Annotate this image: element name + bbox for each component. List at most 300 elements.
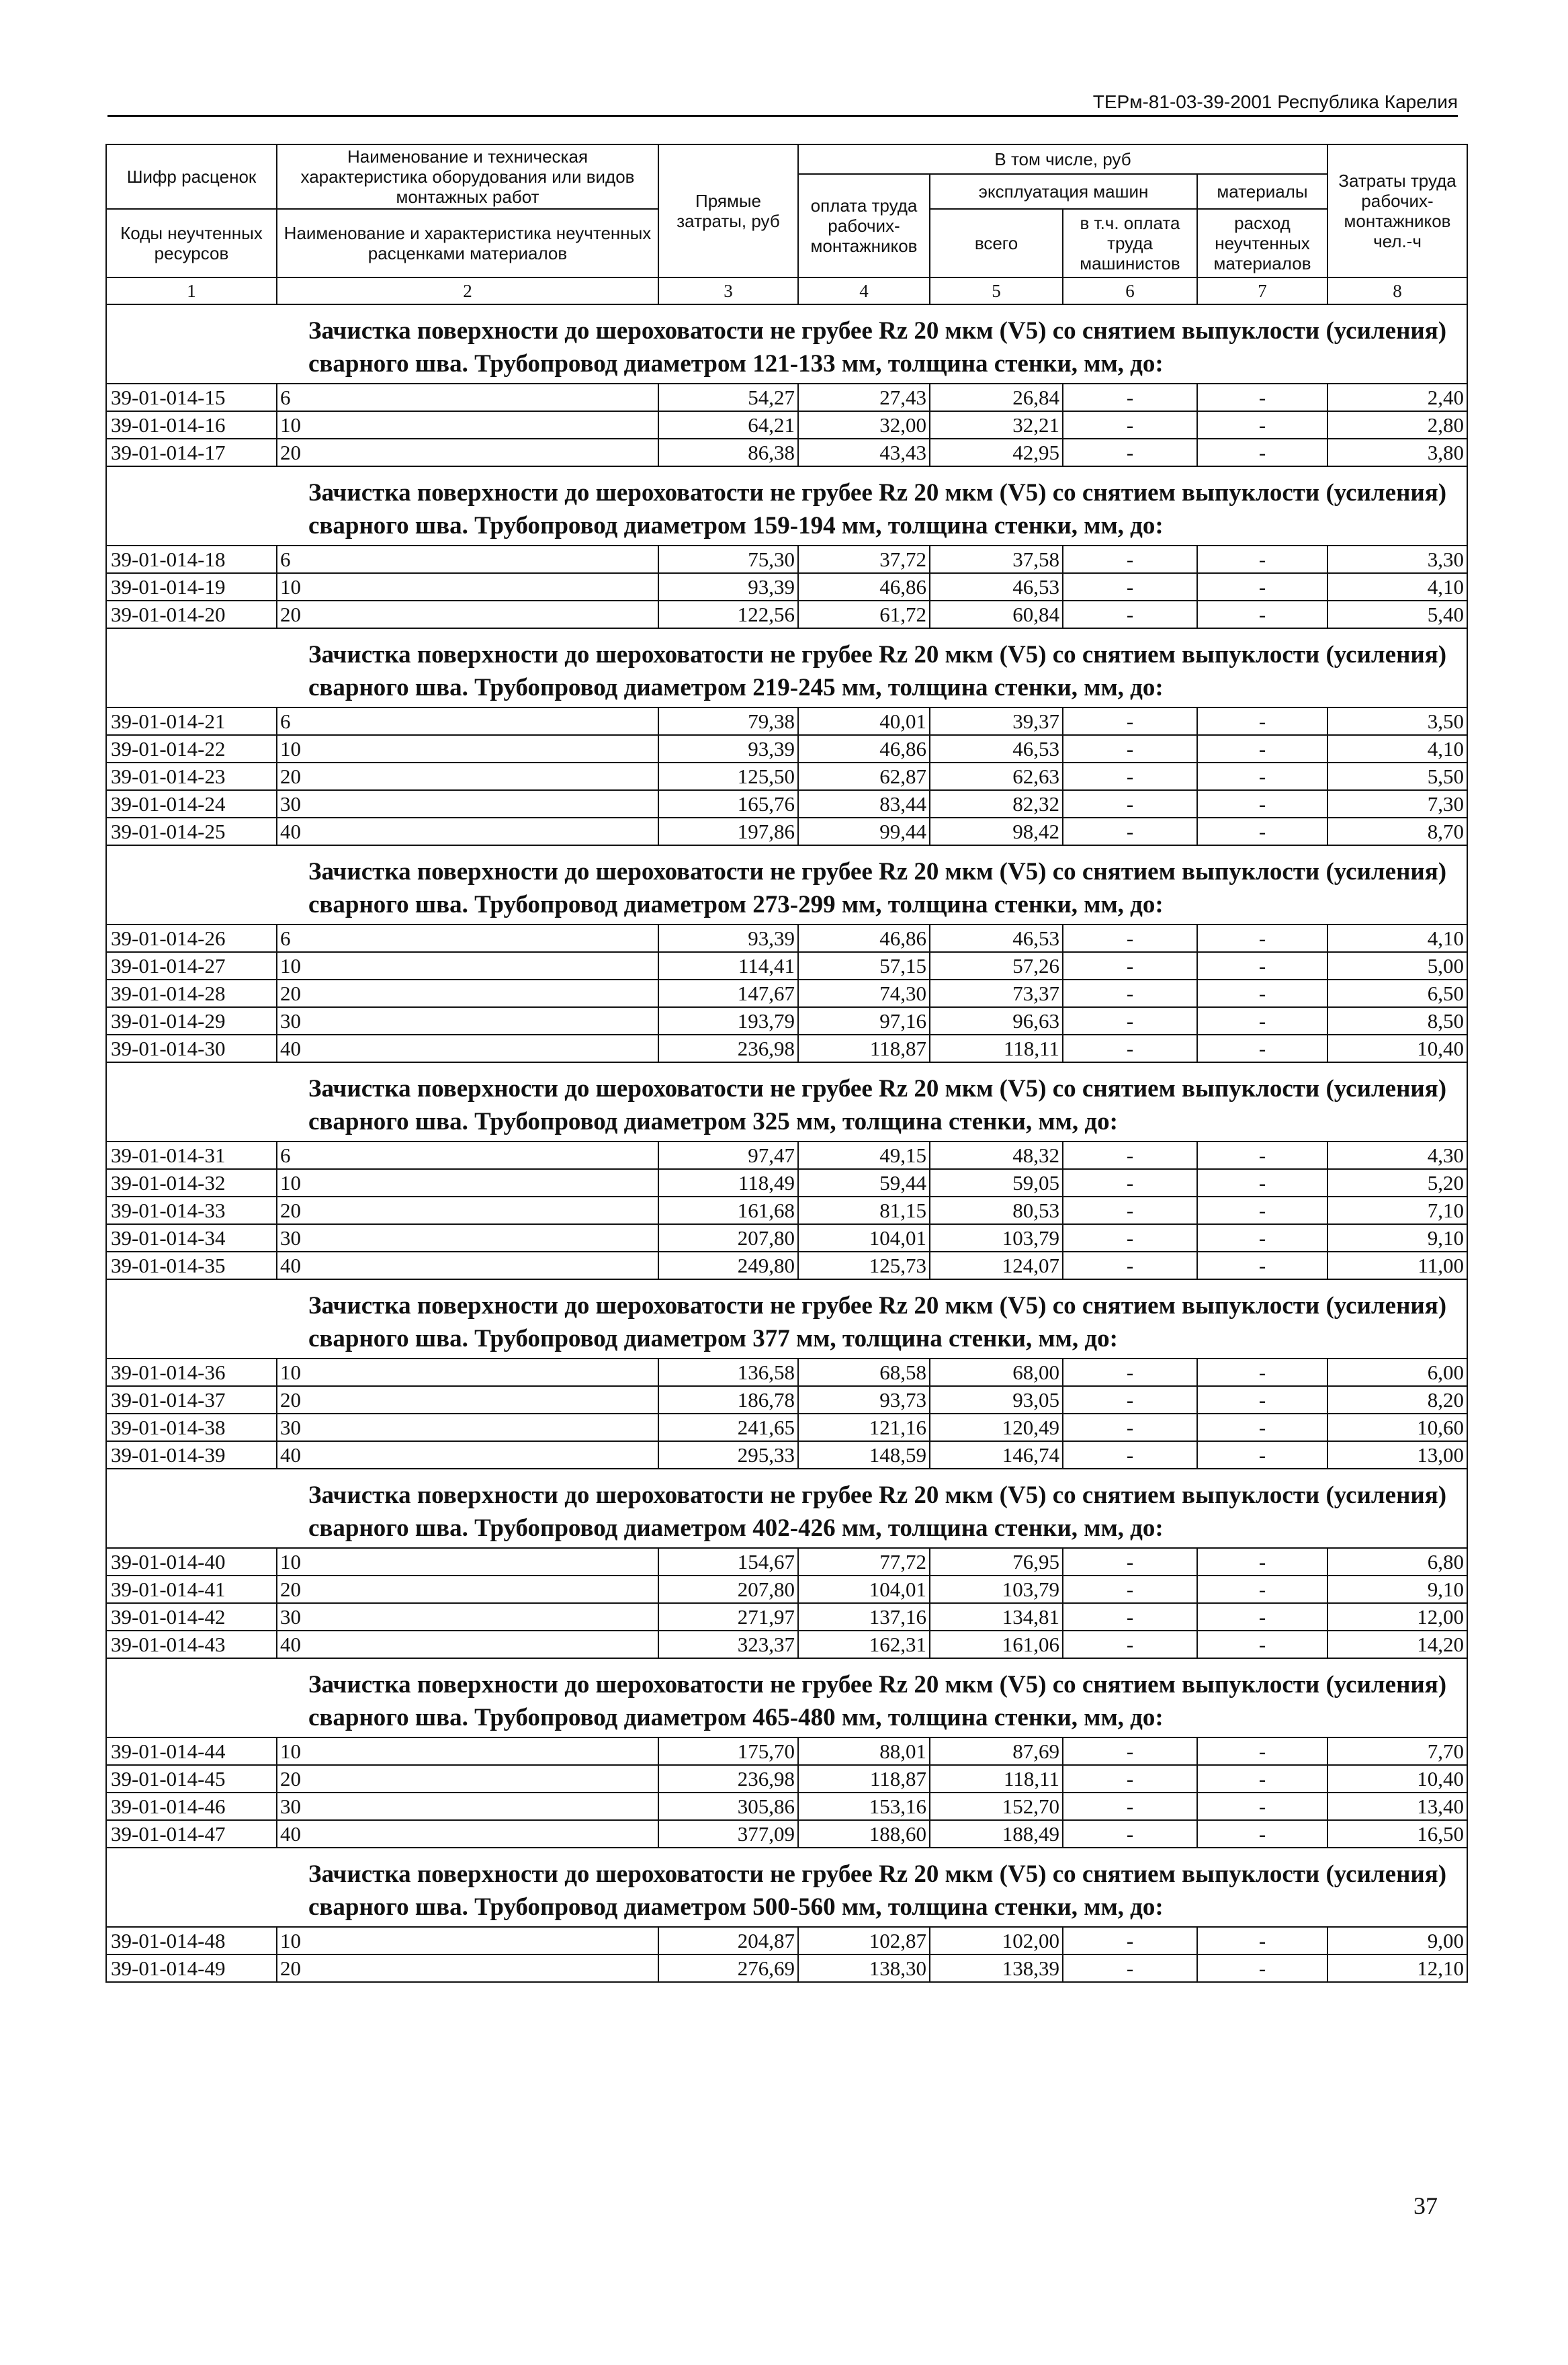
wall-thickness: 6 xyxy=(277,384,658,411)
rate-code: 39-01-014-34 xyxy=(106,1224,277,1252)
machinist-wage: - xyxy=(1063,1224,1197,1252)
worker-wage: 118,87 xyxy=(798,1035,930,1062)
worker-wage: 37,72 xyxy=(798,546,930,573)
direct-costs: 165,76 xyxy=(658,790,798,818)
rate-code: 39-01-014-38 xyxy=(106,1414,277,1441)
worker-wage: 40,01 xyxy=(798,707,930,735)
machines-total: 48,32 xyxy=(930,1142,1063,1169)
materials: - xyxy=(1197,411,1327,439)
direct-costs: 197,86 xyxy=(658,818,798,845)
table-row xyxy=(106,707,1467,735)
machinist-wage: - xyxy=(1063,1252,1197,1279)
labor-hours: 11,00 xyxy=(1327,1252,1467,1279)
machinist-wage: - xyxy=(1063,980,1197,1007)
direct-costs: 295,33 xyxy=(658,1441,798,1469)
table-row xyxy=(106,1441,1467,1469)
table-row xyxy=(106,1197,1467,1224)
column-number: 5 xyxy=(930,277,1063,304)
rate-code: 39-01-014-21 xyxy=(106,707,277,735)
machinist-wage: - xyxy=(1063,1414,1197,1441)
labor-hours: 16,50 xyxy=(1327,1820,1467,1848)
labor-hours: 13,00 xyxy=(1327,1441,1467,1469)
rate-code: 39-01-014-47 xyxy=(106,1820,277,1848)
machinist-wage: - xyxy=(1063,763,1197,790)
direct-costs: 377,09 xyxy=(658,1820,798,1848)
table-row xyxy=(106,1927,1467,1954)
worker-wage: 125,73 xyxy=(798,1252,930,1279)
direct-costs: 122,56 xyxy=(658,601,798,628)
wall-thickness: 20 xyxy=(277,980,658,1007)
rate-code: 39-01-014-44 xyxy=(106,1737,277,1765)
labor-hours: 12,00 xyxy=(1327,1603,1467,1631)
rate-code: 39-01-014-25 xyxy=(106,818,277,845)
column-numbers-row xyxy=(106,277,1467,304)
wall-thickness: 10 xyxy=(277,1169,658,1197)
wall-thickness: 10 xyxy=(277,735,658,763)
materials: - xyxy=(1197,573,1327,601)
table-row xyxy=(106,1252,1467,1279)
rate-code: 39-01-014-26 xyxy=(106,924,277,952)
section-title-row xyxy=(106,845,1467,924)
materials: - xyxy=(1197,1631,1327,1658)
section-title: Зачистка поверхности до шероховатости не грубее Rz 20 мкм (V5) со снятием выпуклости (усиления) сварного шва. Трубопровод диаметром 500-560 мм, толщина стенки, мм, до: xyxy=(106,1848,1467,1927)
rate-code: 39-01-014-18 xyxy=(106,546,277,573)
materials: - xyxy=(1197,601,1327,628)
worker-wage: 77,72 xyxy=(798,1548,930,1576)
wall-thickness: 30 xyxy=(277,1414,658,1441)
labor-hours: 4,10 xyxy=(1327,735,1467,763)
machines-total: 82,32 xyxy=(930,790,1063,818)
machines-total: 152,70 xyxy=(930,1793,1063,1820)
section-title-row xyxy=(106,628,1467,707)
materials: - xyxy=(1197,1386,1327,1414)
materials: - xyxy=(1197,546,1327,573)
materials: - xyxy=(1197,1793,1327,1820)
section-title-row xyxy=(106,1062,1467,1142)
column-number: 1 xyxy=(106,277,277,304)
direct-costs: 271,97 xyxy=(658,1603,798,1631)
header-rule xyxy=(107,115,1458,117)
wall-thickness: 6 xyxy=(277,546,658,573)
worker-wage: 137,16 xyxy=(798,1603,930,1631)
worker-wage: 93,73 xyxy=(798,1386,930,1414)
labor-hours: 8,50 xyxy=(1327,1007,1467,1035)
worker-wage: 188,60 xyxy=(798,1820,930,1848)
materials: - xyxy=(1197,1224,1327,1252)
rate-code: 39-01-014-19 xyxy=(106,573,277,601)
wall-thickness: 10 xyxy=(277,411,658,439)
wall-thickness: 30 xyxy=(277,1603,658,1631)
table-row xyxy=(106,763,1467,790)
wall-thickness: 20 xyxy=(277,1576,658,1603)
direct-costs: 86,38 xyxy=(658,439,798,466)
direct-costs: 193,79 xyxy=(658,1007,798,1035)
section-title-row xyxy=(106,1658,1467,1737)
machinist-wage: - xyxy=(1063,952,1197,980)
table-row xyxy=(106,411,1467,439)
header-wage: оплата труда рабочих-монтажников xyxy=(798,174,930,277)
machinist-wage: - xyxy=(1063,1035,1197,1062)
rate-code: 39-01-014-36 xyxy=(106,1359,277,1386)
direct-costs: 75,30 xyxy=(658,546,798,573)
machines-total: 76,95 xyxy=(930,1548,1063,1576)
labor-hours: 5,40 xyxy=(1327,601,1467,628)
table-row xyxy=(106,1603,1467,1631)
header-resource-codes: Коды неучтенных ресурсов xyxy=(106,209,277,277)
labor-hours: 10,40 xyxy=(1327,1035,1467,1062)
labor-hours: 9,10 xyxy=(1327,1576,1467,1603)
machinist-wage: - xyxy=(1063,1169,1197,1197)
table-row xyxy=(106,1386,1467,1414)
rate-code: 39-01-014-29 xyxy=(106,1007,277,1035)
rate-code: 39-01-014-49 xyxy=(106,1954,277,1982)
materials: - xyxy=(1197,707,1327,735)
machines-total: 102,00 xyxy=(930,1927,1063,1954)
labor-hours: 12,10 xyxy=(1327,1954,1467,1982)
wall-thickness: 10 xyxy=(277,1359,658,1386)
worker-wage: 59,44 xyxy=(798,1169,930,1197)
machines-total: 46,53 xyxy=(930,573,1063,601)
materials: - xyxy=(1197,1414,1327,1441)
header-materials: расход неучтенных материалов xyxy=(1197,209,1327,277)
machinist-wage: - xyxy=(1063,1359,1197,1386)
section-title-row xyxy=(106,466,1467,546)
worker-wage: 121,16 xyxy=(798,1414,930,1441)
labor-hours: 5,50 xyxy=(1327,763,1467,790)
machines-total: 87,69 xyxy=(930,1737,1063,1765)
section-title: Зачистка поверхности до шероховатости не грубее Rz 20 мкм (V5) со снятием выпуклости (усиления) сварного шва. Трубопровод диаметром 273-299 мм, толщина стенки, мм, до: xyxy=(106,845,1467,924)
machines-total: 26,84 xyxy=(930,384,1063,411)
rate-code: 39-01-014-31 xyxy=(106,1142,277,1169)
direct-costs: 207,80 xyxy=(658,1576,798,1603)
machinist-wage: - xyxy=(1063,1007,1197,1035)
machinist-wage: - xyxy=(1063,818,1197,845)
page-header xyxy=(107,79,1458,117)
table-row xyxy=(106,735,1467,763)
direct-costs: 114,41 xyxy=(658,952,798,980)
labor-hours: 4,30 xyxy=(1327,1142,1467,1169)
wall-thickness: 20 xyxy=(277,1197,658,1224)
machines-total: 73,37 xyxy=(930,980,1063,1007)
machines-total: 124,07 xyxy=(930,1252,1063,1279)
wall-thickness: 30 xyxy=(277,1224,658,1252)
table-row xyxy=(106,1035,1467,1062)
labor-hours: 6,50 xyxy=(1327,980,1467,1007)
materials: - xyxy=(1197,1576,1327,1603)
machines-total: 120,49 xyxy=(930,1414,1063,1441)
table-row xyxy=(106,1007,1467,1035)
worker-wage: 43,43 xyxy=(798,439,930,466)
labor-hours: 9,10 xyxy=(1327,1224,1467,1252)
machinist-wage: - xyxy=(1063,1927,1197,1954)
table-row xyxy=(106,1954,1467,1982)
worker-wage: 104,01 xyxy=(798,1576,930,1603)
materials: - xyxy=(1197,1197,1327,1224)
machinist-wage: - xyxy=(1063,1765,1197,1793)
wall-thickness: 6 xyxy=(277,924,658,952)
machines-total: 68,00 xyxy=(930,1359,1063,1386)
machinist-wage: - xyxy=(1063,1631,1197,1658)
direct-costs: 79,38 xyxy=(658,707,798,735)
labor-hours: 10,60 xyxy=(1327,1414,1467,1441)
worker-wage: 81,15 xyxy=(798,1197,930,1224)
wall-thickness: 40 xyxy=(277,1631,658,1658)
worker-wage: 46,86 xyxy=(798,924,930,952)
labor-hours: 6,00 xyxy=(1327,1359,1467,1386)
materials: - xyxy=(1197,1954,1327,1982)
worker-wage: 104,01 xyxy=(798,1224,930,1252)
rates-body xyxy=(106,304,1467,1982)
worker-wage: 74,30 xyxy=(798,980,930,1007)
wall-thickness: 40 xyxy=(277,818,658,845)
rate-code: 39-01-014-15 xyxy=(106,384,277,411)
machines-total: 59,05 xyxy=(930,1169,1063,1197)
machinist-wage: - xyxy=(1063,1548,1197,1576)
column-number: 7 xyxy=(1197,277,1327,304)
materials: - xyxy=(1197,1169,1327,1197)
rate-code: 39-01-014-37 xyxy=(106,1386,277,1414)
rate-code: 39-01-014-46 xyxy=(106,1793,277,1820)
column-number: 3 xyxy=(658,277,798,304)
wall-thickness: 6 xyxy=(277,707,658,735)
machines-total: 39,37 xyxy=(930,707,1063,735)
table-row xyxy=(106,1793,1467,1820)
machinist-wage: - xyxy=(1063,1142,1197,1169)
table-row xyxy=(106,1169,1467,1197)
direct-costs: 125,50 xyxy=(658,763,798,790)
section-title-row xyxy=(106,1848,1467,1927)
labor-hours: 14,20 xyxy=(1327,1631,1467,1658)
machines-total: 103,79 xyxy=(930,1576,1063,1603)
header-machines-wage: в т.ч. оплата труда машинистов xyxy=(1063,209,1197,277)
direct-costs: 93,39 xyxy=(658,924,798,952)
materials: - xyxy=(1197,735,1327,763)
rate-code: 39-01-014-39 xyxy=(106,1441,277,1469)
rate-code: 39-01-014-17 xyxy=(106,439,277,466)
table-row xyxy=(106,1820,1467,1848)
worker-wage: 102,87 xyxy=(798,1927,930,1954)
labor-hours: 3,50 xyxy=(1327,707,1467,735)
wall-thickness: 20 xyxy=(277,439,658,466)
rate-code: 39-01-014-28 xyxy=(106,980,277,1007)
direct-costs: 305,86 xyxy=(658,1793,798,1820)
labor-hours: 10,40 xyxy=(1327,1765,1467,1793)
machines-total: 161,06 xyxy=(930,1631,1063,1658)
column-number: 8 xyxy=(1327,277,1467,304)
rate-code: 39-01-014-41 xyxy=(106,1576,277,1603)
header-work-name: Наименование и техническая характеристика оборудования или видов монтажных работ xyxy=(277,144,658,209)
section-title: Зачистка поверхности до шероховатости не грубее Rz 20 мкм (V5) со снятием выпуклости (усиления) сварного шва. Трубопровод диаметром 219-245 мм, толщина стенки, мм, до: xyxy=(106,628,1467,707)
wall-thickness: 10 xyxy=(277,1737,658,1765)
machinist-wage: - xyxy=(1063,1603,1197,1631)
column-number: 2 xyxy=(277,277,658,304)
section-title: Зачистка поверхности до шероховатости не грубее Rz 20 мкм (V5) со снятием выпуклости (усиления) сварного шва. Трубопровод диаметром 159-194 мм, толщина стенки, мм, до: xyxy=(106,466,1467,546)
section-title: Зачистка поверхности до шероховатости не грубее Rz 20 мкм (V5) со снятием выпуклости (усиления) сварного шва. Трубопровод диаметром 377 мм, толщина стенки, мм, до: xyxy=(106,1279,1467,1359)
wall-thickness: 40 xyxy=(277,1820,658,1848)
machinist-wage: - xyxy=(1063,573,1197,601)
direct-costs: 154,67 xyxy=(658,1548,798,1576)
machines-total: 188,49 xyxy=(930,1820,1063,1848)
worker-wage: 148,59 xyxy=(798,1441,930,1469)
wall-thickness: 40 xyxy=(277,1441,658,1469)
direct-costs: 147,67 xyxy=(658,980,798,1007)
machinist-wage: - xyxy=(1063,1441,1197,1469)
table-row xyxy=(106,1737,1467,1765)
machinist-wage: - xyxy=(1063,439,1197,466)
direct-costs: 236,98 xyxy=(658,1035,798,1062)
direct-costs: 323,37 xyxy=(658,1631,798,1658)
direct-costs: 204,87 xyxy=(658,1927,798,1954)
wall-thickness: 10 xyxy=(277,1548,658,1576)
labor-hours: 2,40 xyxy=(1327,384,1467,411)
wall-thickness: 10 xyxy=(277,1927,658,1954)
worker-wage: 27,43 xyxy=(798,384,930,411)
machines-total: 60,84 xyxy=(930,601,1063,628)
worker-wage: 162,31 xyxy=(798,1631,930,1658)
rate-code: 39-01-014-24 xyxy=(106,790,277,818)
column-number: 4 xyxy=(798,277,930,304)
table-row xyxy=(106,952,1467,980)
materials: - xyxy=(1197,439,1327,466)
materials: - xyxy=(1197,1007,1327,1035)
header-machines: эксплуатация машин xyxy=(930,174,1197,209)
direct-costs: 118,49 xyxy=(658,1169,798,1197)
materials: - xyxy=(1197,952,1327,980)
machines-total: 134,81 xyxy=(930,1603,1063,1631)
materials: - xyxy=(1197,763,1327,790)
document-id: ТЕРм-81-03-39-2001 Республика Карелия xyxy=(1092,91,1458,112)
direct-costs: 236,98 xyxy=(658,1765,798,1793)
labor-hours: 7,10 xyxy=(1327,1197,1467,1224)
column-number: 6 xyxy=(1063,277,1197,304)
table-row xyxy=(106,601,1467,628)
table-row xyxy=(106,439,1467,466)
machinist-wage: - xyxy=(1063,1197,1197,1224)
materials: - xyxy=(1197,1252,1327,1279)
machines-total: 62,63 xyxy=(930,763,1063,790)
table-row xyxy=(106,980,1467,1007)
machines-total: 46,53 xyxy=(930,735,1063,763)
labor-hours: 5,20 xyxy=(1327,1169,1467,1197)
section-title: Зачистка поверхности до шероховатости не грубее Rz 20 мкм (V5) со снятием выпуклости (усиления) сварного шва. Трубопровод диаметром 465-480 мм, толщина стенки, мм, до: xyxy=(106,1658,1467,1737)
rate-code: 39-01-014-35 xyxy=(106,1252,277,1279)
machinist-wage: - xyxy=(1063,1954,1197,1982)
materials: - xyxy=(1197,1441,1327,1469)
materials: - xyxy=(1197,790,1327,818)
labor-hours: 9,00 xyxy=(1327,1927,1467,1954)
worker-wage: 46,86 xyxy=(798,573,930,601)
table-row xyxy=(106,924,1467,952)
rate-code: 39-01-014-22 xyxy=(106,735,277,763)
machinist-wage: - xyxy=(1063,707,1197,735)
table-row xyxy=(106,1548,1467,1576)
table-row xyxy=(106,573,1467,601)
machines-total: 42,95 xyxy=(930,439,1063,466)
materials: - xyxy=(1197,1548,1327,1576)
labor-hours: 4,10 xyxy=(1327,573,1467,601)
worker-wage: 57,15 xyxy=(798,952,930,980)
machinist-wage: - xyxy=(1063,735,1197,763)
rate-code: 39-01-014-42 xyxy=(106,1603,277,1631)
materials: - xyxy=(1197,1359,1327,1386)
worker-wage: 88,01 xyxy=(798,1737,930,1765)
header-labor: Затраты труда рабочих-монтажников чел.-ч xyxy=(1327,144,1467,277)
header-materials-group: материалы xyxy=(1197,174,1327,209)
labor-hours: 4,10 xyxy=(1327,924,1467,952)
materials: - xyxy=(1197,1927,1327,1954)
wall-thickness: 40 xyxy=(277,1252,658,1279)
table-row xyxy=(106,1224,1467,1252)
labor-hours: 7,70 xyxy=(1327,1737,1467,1765)
labor-hours: 3,80 xyxy=(1327,439,1467,466)
machinist-wage: - xyxy=(1063,546,1197,573)
direct-costs: 136,58 xyxy=(658,1359,798,1386)
materials: - xyxy=(1197,980,1327,1007)
machinist-wage: - xyxy=(1063,1793,1197,1820)
wall-thickness: 20 xyxy=(277,763,658,790)
worker-wage: 49,15 xyxy=(798,1142,930,1169)
wall-thickness: 20 xyxy=(277,1954,658,1982)
machinist-wage: - xyxy=(1063,411,1197,439)
labor-hours: 8,70 xyxy=(1327,818,1467,845)
labor-hours: 3,30 xyxy=(1327,546,1467,573)
worker-wage: 32,00 xyxy=(798,411,930,439)
machinist-wage: - xyxy=(1063,1386,1197,1414)
rate-code: 39-01-014-45 xyxy=(106,1765,277,1793)
table-row xyxy=(106,384,1467,411)
materials: - xyxy=(1197,1035,1327,1062)
direct-costs: 93,39 xyxy=(658,735,798,763)
labor-hours: 7,30 xyxy=(1327,790,1467,818)
section-title: Зачистка поверхности до шероховатости не грубее Rz 20 мкм (V5) со снятием выпуклости (усиления) сварного шва. Трубопровод диаметром 121-133 мм, толщина стенки, мм, до: xyxy=(106,304,1467,384)
direct-costs: 241,65 xyxy=(658,1414,798,1441)
machinist-wage: - xyxy=(1063,1576,1197,1603)
header-direct-costs: Прямые затраты, руб xyxy=(658,144,798,277)
worker-wage: 97,16 xyxy=(798,1007,930,1035)
materials: - xyxy=(1197,1142,1327,1169)
machines-total: 146,74 xyxy=(930,1441,1063,1469)
direct-costs: 161,68 xyxy=(658,1197,798,1224)
machines-total: 96,63 xyxy=(930,1007,1063,1035)
table-row xyxy=(106,1631,1467,1658)
labor-hours: 5,00 xyxy=(1327,952,1467,980)
direct-costs: 207,80 xyxy=(658,1224,798,1252)
worker-wage: 138,30 xyxy=(798,1954,930,1982)
machines-total: 57,26 xyxy=(930,952,1063,980)
machines-total: 103,79 xyxy=(930,1224,1063,1252)
labor-hours: 8,20 xyxy=(1327,1386,1467,1414)
materials: - xyxy=(1197,1765,1327,1793)
machines-total: 98,42 xyxy=(930,818,1063,845)
table-row xyxy=(106,1414,1467,1441)
wall-thickness: 6 xyxy=(277,1142,658,1169)
labor-hours: 6,80 xyxy=(1327,1548,1467,1576)
direct-costs: 249,80 xyxy=(658,1252,798,1279)
rate-code: 39-01-014-43 xyxy=(106,1631,277,1658)
rate-code: 39-01-014-40 xyxy=(106,1548,277,1576)
rate-code: 39-01-014-16 xyxy=(106,411,277,439)
page-number: 37 xyxy=(1413,2192,1438,2219)
direct-costs: 64,21 xyxy=(658,411,798,439)
machinist-wage: - xyxy=(1063,924,1197,952)
machinist-wage: - xyxy=(1063,601,1197,628)
machines-total: 138,39 xyxy=(930,1954,1063,1982)
wall-thickness: 20 xyxy=(277,1765,658,1793)
materials: - xyxy=(1197,1820,1327,1848)
machines-total: 118,11 xyxy=(930,1765,1063,1793)
rate-code: 39-01-014-32 xyxy=(106,1169,277,1197)
materials: - xyxy=(1197,1737,1327,1765)
